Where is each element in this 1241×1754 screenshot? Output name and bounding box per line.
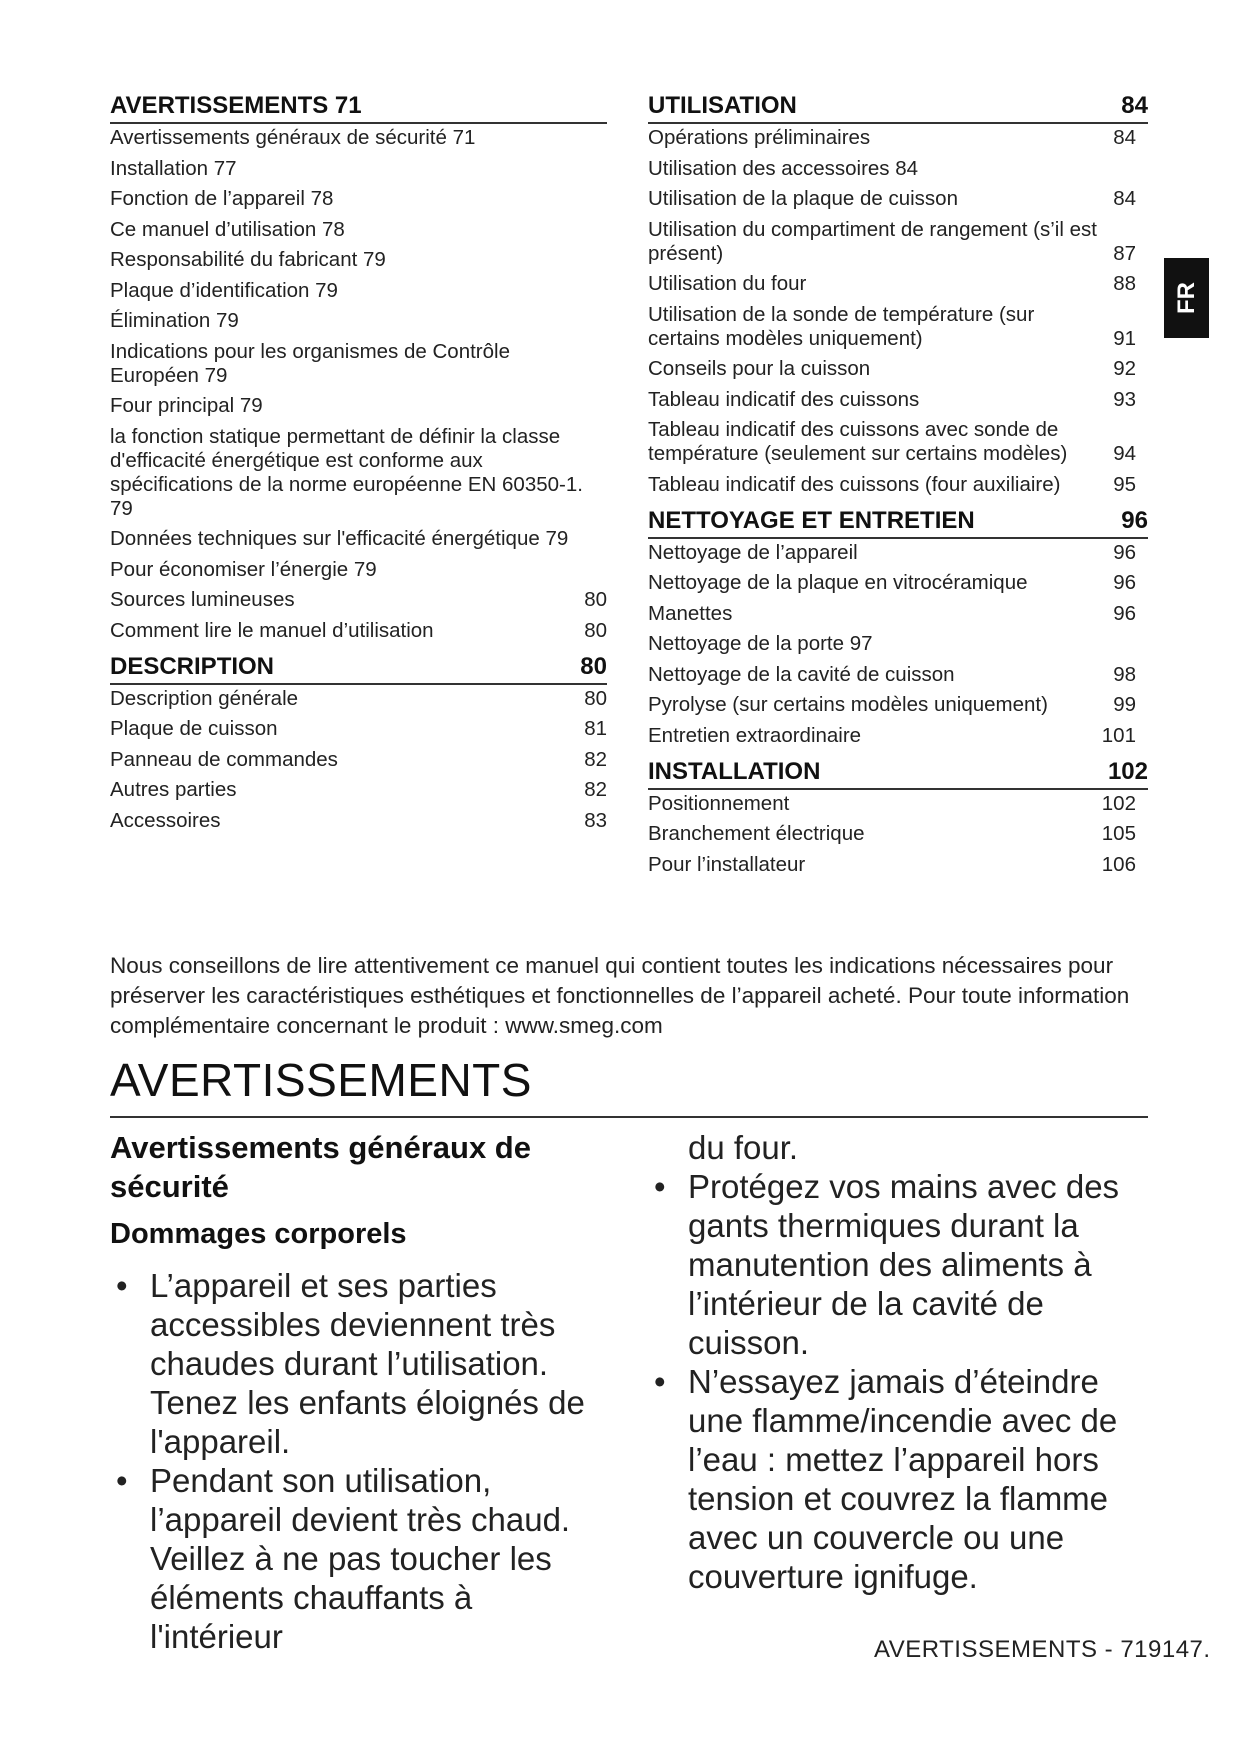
toc-entry-page: 82 bbox=[584, 747, 607, 771]
toc-entry-title: Four principal 79 bbox=[110, 394, 263, 417]
bullet-item bbox=[648, 1362, 1148, 1596]
toc-section-heading bbox=[110, 651, 607, 685]
toc-entry-page: 91 bbox=[1113, 326, 1136, 350]
toc-entry-title: Nettoyage de la porte 97 bbox=[648, 632, 873, 655]
toc-entry-page: 84 bbox=[1113, 187, 1136, 210]
toc-entry-title: Nettoyage de l’appareil bbox=[648, 540, 858, 564]
toc-entry bbox=[648, 663, 1148, 687]
toc-entry bbox=[648, 792, 1148, 816]
toc-entry-page: 92 bbox=[1113, 357, 1136, 380]
toc-entry-title: Sources lumineuses bbox=[110, 588, 295, 611]
toc-entry-title: Positionnement bbox=[648, 791, 790, 815]
toc-entry-title: Utilisation de la sonde de température (sur certains modèles uniquement) bbox=[648, 302, 1035, 350]
toc-entry-page: 101 bbox=[1101, 723, 1136, 747]
toc-entry bbox=[110, 279, 607, 303]
page-title: AVERTISSEMENTS bbox=[110, 1052, 1148, 1118]
toc-entry bbox=[648, 571, 1148, 595]
toc-entry bbox=[110, 748, 607, 772]
toc-entry bbox=[648, 724, 1148, 748]
toc-heading-title: NETTOYAGE ET ENTRETIEN bbox=[648, 506, 975, 534]
toc-entry-title: Nettoyage de la plaque en vitrocéramique bbox=[648, 571, 1028, 594]
toc-left-column bbox=[110, 90, 607, 839]
toc-entry-title: Indications pour les organismes de Contrôle Européen 79 bbox=[110, 339, 510, 387]
toc-entry-title: Comment lire le manuel d’utilisation bbox=[110, 618, 434, 642]
toc-entry-page: 80 bbox=[584, 588, 607, 611]
toc-entry bbox=[648, 218, 1148, 266]
toc-right-column bbox=[648, 90, 1148, 883]
toc-entry bbox=[110, 558, 607, 582]
toc-entry-page: 98 bbox=[1113, 662, 1136, 686]
bullet-icon: • bbox=[654, 1363, 666, 1400]
toc-entry bbox=[648, 187, 1148, 211]
toc-entry-title: Données techniques sur l'efficacité énergétique 79 bbox=[110, 527, 569, 550]
toc-entry bbox=[110, 687, 607, 711]
subsection-title: Dommages corporels bbox=[110, 1218, 407, 1250]
toc-entry-title: Pour l’installateur bbox=[648, 852, 806, 876]
toc-heading-page: 84 bbox=[1121, 92, 1148, 119]
bullet-icon: • bbox=[116, 1267, 128, 1304]
bullet-icon: • bbox=[654, 1168, 666, 1205]
toc-entry-title: Utilisation du four bbox=[648, 272, 807, 295]
toc-entry-title: Description générale bbox=[110, 686, 299, 710]
toc-entry bbox=[648, 541, 1148, 565]
toc-entry-title: Manettes bbox=[648, 601, 733, 625]
toc-entry-title: Pour économiser l’énergie 79 bbox=[110, 557, 377, 581]
content-left-column bbox=[110, 1128, 610, 1656]
toc-entry bbox=[110, 187, 607, 211]
toc-entry-page: 81 bbox=[584, 717, 607, 740]
language-tab bbox=[1164, 258, 1209, 338]
toc-entry-title: Tableau indicatif des cuissons (four auxiliaire) bbox=[648, 472, 1061, 496]
toc-heading-page: 96 bbox=[1121, 506, 1148, 534]
toc-entry-page: 105 bbox=[1101, 822, 1136, 845]
toc-entry bbox=[110, 527, 607, 551]
toc-entry-page: 88 bbox=[1113, 272, 1136, 295]
toc-entry bbox=[110, 394, 607, 418]
toc-entry-title: Fonction de l’appareil 78 bbox=[110, 187, 334, 210]
toc-entry bbox=[110, 425, 607, 521]
toc-entry bbox=[648, 126, 1148, 150]
page-footer: AVERTISSEMENTS - 719147. bbox=[874, 1636, 1211, 1663]
toc-entry-page: 80 bbox=[584, 686, 607, 710]
toc-heading-page: 102 bbox=[1107, 757, 1148, 785]
toc-entry-title: Pyrolyse (sur certains modèles uniquement) bbox=[648, 693, 1048, 716]
toc-entry bbox=[648, 632, 1148, 656]
toc-entry-title: Plaque d’identification 79 bbox=[110, 278, 338, 302]
toc-entry bbox=[648, 693, 1148, 717]
bullet-text: L’appareil et ses parties accessibles deviennent très chaudes durant l’utilisation. Tenez les enfants éloignés de l'appareil. bbox=[150, 1267, 585, 1460]
toc-heading-page: 80 bbox=[580, 652, 607, 680]
toc-entry-title: Entretien extraordinaire bbox=[648, 723, 862, 747]
toc-entry bbox=[110, 588, 607, 612]
bullet-text: Protégez vos mains avec des gants thermiques durant la manutention des aliments à l’intérieur de la cavité de cuisson. bbox=[688, 1168, 1120, 1361]
toc-entry bbox=[648, 303, 1148, 351]
toc-entry-title: Responsabilité du fabricant 79 bbox=[110, 248, 386, 271]
toc-entry-page: 96 bbox=[1113, 601, 1136, 625]
toc-entry-title: Avertissements généraux de sécurité 71 bbox=[110, 126, 476, 149]
toc-heading-title: INSTALLATION bbox=[648, 757, 821, 785]
toc-entry-title: Panneau de commandes bbox=[110, 747, 338, 771]
toc-section-heading bbox=[110, 90, 607, 124]
toc-entry bbox=[648, 602, 1148, 626]
toc-entry-page: 102 bbox=[1101, 791, 1136, 815]
toc-entry-title: Branchement électrique bbox=[648, 822, 865, 845]
toc-entry bbox=[648, 853, 1148, 877]
toc-entry-page: 83 bbox=[584, 808, 607, 832]
toc-entry bbox=[110, 619, 607, 643]
bullet-text: N’essayez jamais d’éteindre une flamme/incendie avec de l’eau : mettez l’appareil hors tension et couvrez la flamme avec un couvercle ou une couverture ignifuge. bbox=[688, 1363, 1118, 1595]
toc-entry bbox=[648, 272, 1148, 296]
toc-entry-title: Utilisation des accessoires 84 bbox=[648, 156, 919, 180]
toc-entry-title: Accessoires bbox=[110, 808, 221, 832]
toc-entry-page: 94 bbox=[1113, 442, 1136, 465]
toc-entry bbox=[110, 778, 607, 802]
toc-entry bbox=[110, 126, 607, 150]
toc-entry-page: 84 bbox=[1113, 126, 1136, 149]
toc-entry-page: 96 bbox=[1113, 571, 1136, 594]
toc-section-heading bbox=[648, 90, 1148, 124]
toc-entry bbox=[110, 340, 607, 388]
bullet-text: Pendant son utilisation, l’appareil devient très chaud. Veillez à ne pas toucher les éléments chauffants à l'intérieur bbox=[150, 1462, 571, 1655]
toc-entry-title: la fonction statique permettant de définir la classe d'efficacité énergétique est conforme aux spécifications de la norme européenne EN 60350-1. 79 bbox=[110, 424, 583, 520]
toc-entry-title: Conseils pour la cuisson bbox=[648, 357, 871, 380]
toc-heading-title: DESCRIPTION bbox=[110, 652, 275, 680]
toc-heading-title: AVERTISSEMENTS 71 bbox=[110, 92, 362, 119]
bullet-icon: • bbox=[116, 1462, 128, 1499]
toc-entry-title: Élimination 79 bbox=[110, 309, 239, 332]
toc-entry-title: Ce manuel d’utilisation 78 bbox=[110, 217, 345, 241]
toc-entry-page: 93 bbox=[1113, 387, 1136, 411]
toc-entry-title: Installation 77 bbox=[110, 156, 237, 180]
toc-entry-page: 106 bbox=[1101, 852, 1136, 876]
toc-entry-title: Tableau indicatif des cuissons bbox=[648, 387, 920, 411]
language-tab-label: FR bbox=[1172, 282, 1200, 314]
toc-entry-title: Autres parties bbox=[110, 778, 237, 801]
toc-entry-title: Tableau indicatif des cuissons avec sonde de température (seulement sur certains modèles) bbox=[648, 418, 1068, 465]
bullet-item bbox=[110, 1266, 610, 1461]
toc-entry bbox=[648, 822, 1148, 846]
toc-heading-title: UTILISATION bbox=[648, 92, 797, 119]
toc-entry-title: Utilisation du compartiment de rangement (s’il est présent) bbox=[648, 217, 1097, 265]
toc-entry bbox=[110, 309, 607, 333]
toc-entry bbox=[648, 357, 1148, 381]
toc-entry-title: Plaque de cuisson bbox=[110, 717, 278, 740]
toc-entry-title: Nettoyage de la cavité de cuisson bbox=[648, 662, 955, 686]
content-right-column bbox=[648, 1128, 1148, 1596]
toc-entry-title: Utilisation de la plaque de cuisson bbox=[648, 187, 958, 210]
toc-entry bbox=[648, 388, 1148, 412]
section-title: Avertissements généraux de sécurité bbox=[110, 1130, 531, 1204]
toc-entry bbox=[648, 157, 1148, 181]
toc-entry bbox=[110, 157, 607, 181]
toc-entry bbox=[648, 418, 1148, 466]
bullet-item bbox=[110, 1461, 610, 1656]
toc-entry bbox=[110, 717, 607, 741]
toc-entry-page: 87 bbox=[1113, 241, 1136, 265]
toc-section-heading bbox=[648, 756, 1148, 790]
toc-entry bbox=[110, 248, 607, 272]
toc-entry bbox=[110, 218, 607, 242]
toc-entry bbox=[648, 473, 1148, 497]
toc-entry-page: 95 bbox=[1113, 472, 1136, 496]
bullet-continuation: du four. bbox=[688, 1129, 799, 1166]
toc-entry-page: 82 bbox=[584, 778, 607, 801]
toc-entry-page: 99 bbox=[1113, 693, 1136, 716]
toc-entry-page: 96 bbox=[1113, 540, 1136, 564]
toc-entry-page: 80 bbox=[584, 618, 607, 642]
bullet-item bbox=[648, 1167, 1148, 1362]
toc-entry bbox=[110, 809, 607, 833]
toc-section-heading bbox=[648, 505, 1148, 539]
toc-entry-title: Opérations préliminaires bbox=[648, 126, 871, 149]
intro-paragraph: Nous conseillons de lire attentivement ce manuel qui contient toutes les indications nécessaires pour préserver les caractéristiques esthétiques et fonctionnelles de l’appareil acheté. Pour toute information complémentaire concernant le produit : www.smeg.com bbox=[110, 952, 1130, 1038]
